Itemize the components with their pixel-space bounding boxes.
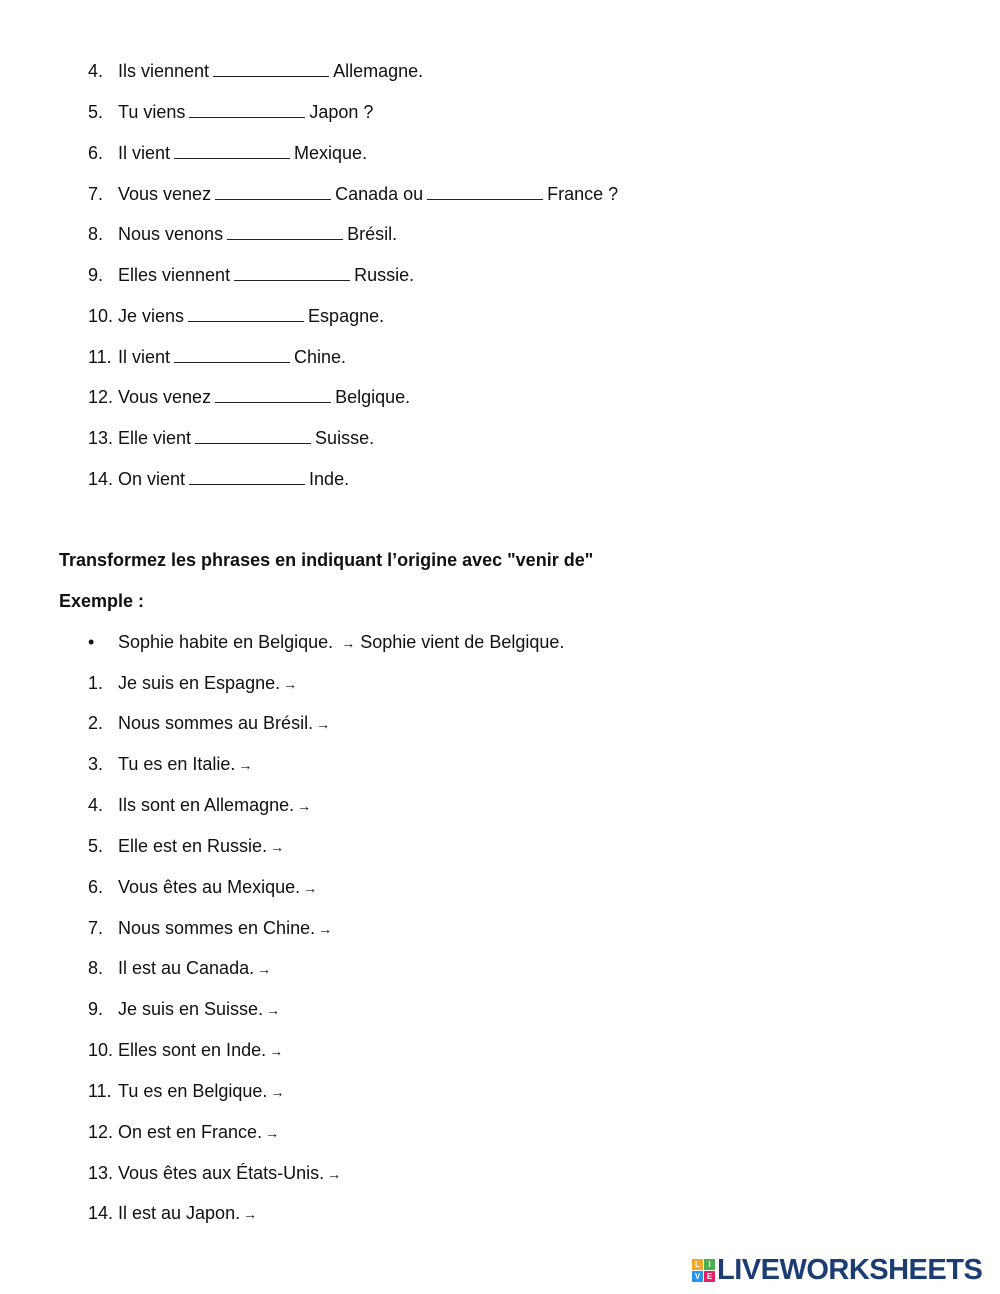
answer-blank[interactable] (213, 58, 329, 77)
arrow-icon: → (270, 1084, 285, 1100)
logo-mark-tile: E (704, 1271, 715, 1282)
answer-blank[interactable] (234, 262, 350, 281)
answer-blank[interactable] (174, 344, 290, 363)
arrow-icon: → (327, 1166, 342, 1182)
answer-blank[interactable] (195, 425, 311, 444)
answer-blank[interactable] (227, 221, 343, 240)
arrow-icon: → (269, 1043, 284, 1059)
logo-mark-tile: I (704, 1259, 715, 1270)
arrow-icon: → (270, 839, 285, 855)
logo-mark-icon (692, 1259, 715, 1282)
answer-blank[interactable] (188, 303, 304, 322)
arrow-icon: → (243, 1206, 258, 1222)
bullet-icon: • (88, 632, 95, 652)
section-title: Transformez les phrases en indiquant l’origine avec "venir de" (59, 550, 594, 570)
example-label: Exemple : (59, 591, 145, 611)
arrow-icon: → (297, 798, 312, 814)
arrow-icon: → (341, 635, 356, 651)
answer-blank[interactable] (215, 181, 331, 200)
arrow-icon: → (283, 676, 298, 692)
answer-blank[interactable] (174, 140, 290, 159)
liveworksheets-logo (692, 1253, 982, 1287)
arrow-icon: → (303, 880, 318, 896)
logo-text: LIVEWORKSHEETS (717, 1253, 983, 1286)
arrow-icon: → (316, 716, 331, 732)
arrow-icon: → (318, 921, 333, 937)
arrow-icon: → (257, 961, 272, 977)
logo-mark-tile: V (692, 1271, 703, 1282)
answer-blank[interactable] (189, 99, 305, 118)
logo-mark-tile: L (692, 1259, 703, 1270)
answer-blank[interactable] (189, 466, 305, 485)
arrow-icon: → (265, 1125, 280, 1141)
answer-blank[interactable] (215, 384, 331, 403)
arrow-icon: → (238, 757, 253, 773)
arrow-icon: → (266, 1002, 281, 1018)
answer-blank[interactable] (427, 181, 543, 200)
